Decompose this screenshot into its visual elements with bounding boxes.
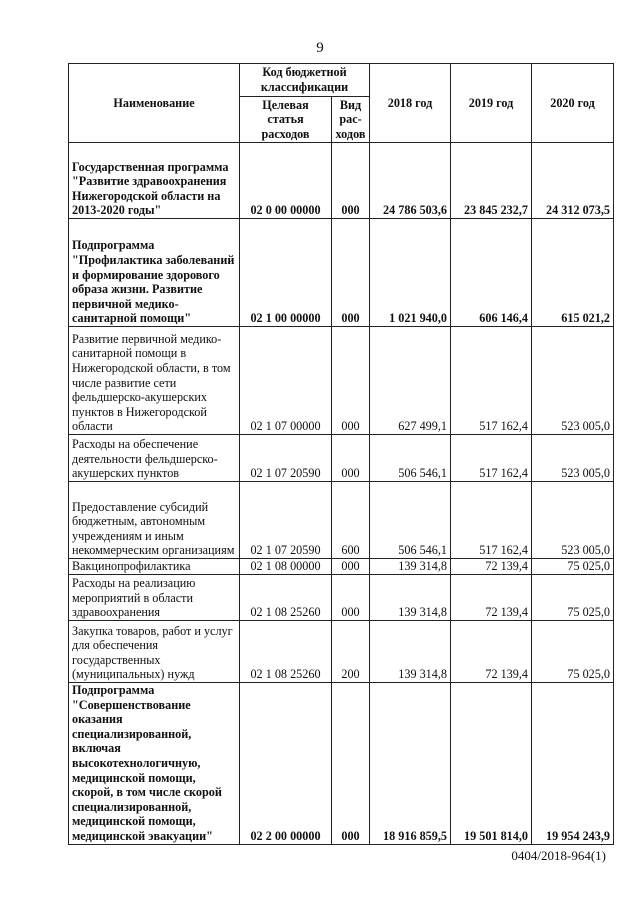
row-2020: 24 312 073,5 xyxy=(532,143,614,219)
document-id: 0404/2018-964(1) xyxy=(511,848,606,863)
row-code: 02 1 00 00000 xyxy=(240,219,332,327)
row-2019: 606 146,4 xyxy=(451,219,532,327)
row-name: Расходы на обеспечение деятельности фельдшерско-акушерских пунктов xyxy=(69,435,240,482)
row-2018: 506 546,1 xyxy=(370,435,451,482)
header-vid: Вид рас-ходов xyxy=(332,97,370,143)
row-code: 02 1 08 25260 xyxy=(240,575,332,621)
row-vid: 000 xyxy=(332,559,370,575)
row-vid: 000 xyxy=(332,683,370,845)
table-row xyxy=(69,559,614,575)
row-2020: 19 954 243,9 xyxy=(532,683,614,845)
row-name: Подпрограмма "Совершенствование оказания специализированной, включая высокотехнологичную, медицинской помощи, скорой, в том числе скорой специализированной, медицинской помощи, медицинской эвакуации" xyxy=(69,683,240,845)
table-row xyxy=(69,621,614,683)
row-name: Предоставление субсидий бюджетным, автономным учреждениям и иным некоммерческим организациям xyxy=(69,482,240,559)
row-2018: 24 786 503,6 xyxy=(370,143,451,219)
row-2020: 523 005,0 xyxy=(532,482,614,559)
header-2019: 2019 год xyxy=(451,64,532,143)
row-vid: 000 xyxy=(332,219,370,327)
row-vid: 000 xyxy=(332,575,370,621)
row-name: Вакцинопрофилактика xyxy=(69,559,240,575)
row-2018: 627 499,1 xyxy=(370,327,451,435)
header-code-group: Код бюджетной классификации xyxy=(240,64,370,97)
row-name: Развитие первичной медико-санитарной помощи в Нижегородской области, в том числе развитие сети фельдшерско-акушерских пунктов в Нижегородской области xyxy=(69,327,240,435)
row-2019: 517 162,4 xyxy=(451,435,532,482)
row-2018: 18 916 859,5 xyxy=(370,683,451,845)
row-2018: 506 546,1 xyxy=(370,482,451,559)
header-2020: 2020 год xyxy=(532,64,614,143)
table-row xyxy=(69,575,614,621)
row-2020: 75 025,0 xyxy=(532,621,614,683)
table-row xyxy=(69,435,614,482)
header-target: Целевая статья расходов xyxy=(240,97,332,143)
row-name: Закупка товаров, работ и услуг для обеспечения государственных (муниципальных) нужд xyxy=(69,621,240,683)
row-vid: 600 xyxy=(332,482,370,559)
table-row xyxy=(69,143,614,219)
row-2019: 517 162,4 xyxy=(451,482,532,559)
row-code: 02 2 00 00000 xyxy=(240,683,332,845)
header-2018: 2018 год xyxy=(370,64,451,143)
row-vid: 200 xyxy=(332,621,370,683)
row-code: 02 1 08 00000 xyxy=(240,559,332,575)
table-row xyxy=(69,327,614,435)
row-code: 02 1 08 25260 xyxy=(240,621,332,683)
row-2020: 523 005,0 xyxy=(532,435,614,482)
row-vid: 000 xyxy=(332,143,370,219)
row-2018: 1 021 940,0 xyxy=(370,219,451,327)
row-2018: 139 314,8 xyxy=(370,575,451,621)
row-2019: 23 845 232,7 xyxy=(451,143,532,219)
row-2020: 615 021,2 xyxy=(532,219,614,327)
budget-table xyxy=(68,63,614,845)
table-row xyxy=(69,219,614,327)
row-name: Подпрограмма "Профилактика заболеваний и формирование здорового образа жизни. Развитие первичной медико-санитарной помощи" xyxy=(69,219,240,327)
row-2019: 72 139,4 xyxy=(451,621,532,683)
row-vid: 000 xyxy=(332,435,370,482)
row-code: 02 1 07 20590 xyxy=(240,435,332,482)
row-2019: 517 162,4 xyxy=(451,327,532,435)
row-2020: 523 005,0 xyxy=(532,327,614,435)
row-code: 02 1 07 00000 xyxy=(240,327,332,435)
table-row xyxy=(69,683,614,845)
row-2018: 139 314,8 xyxy=(370,559,451,575)
table-row xyxy=(69,482,614,559)
row-code: 02 0 00 00000 xyxy=(240,143,332,219)
row-2019: 72 139,4 xyxy=(451,559,532,575)
row-2019: 72 139,4 xyxy=(451,575,532,621)
row-code: 02 1 07 20590 xyxy=(240,482,332,559)
header-name: Наименование xyxy=(69,64,240,143)
row-name: Государственная программа "Развитие здравоохранения Нижегородской области на 2013-2020 годы" xyxy=(69,143,240,219)
page-number: 9 xyxy=(316,40,324,56)
row-2020: 75 025,0 xyxy=(532,559,614,575)
row-2019: 19 501 814,0 xyxy=(451,683,532,845)
row-2020: 75 025,0 xyxy=(532,575,614,621)
row-vid: 000 xyxy=(332,327,370,435)
row-name: Расходы на реализацию мероприятий в области здравоохранения xyxy=(69,575,240,621)
row-2018: 139 314,8 xyxy=(370,621,451,683)
